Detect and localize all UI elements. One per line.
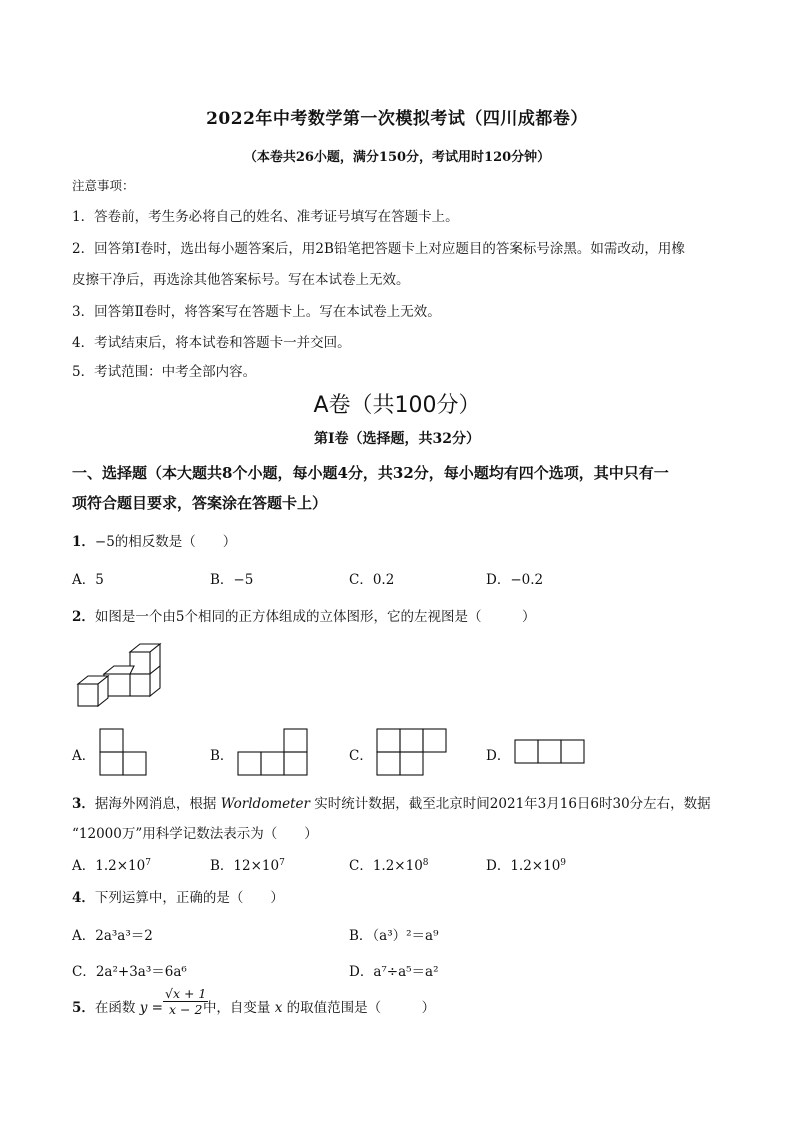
q2-option-c-figure (376, 728, 448, 776)
q2-option-c-label: C． (349, 748, 373, 764)
note-item: 1．答卷前，考生务必将自己的姓名、准考证号填写在答题卡上。 (72, 209, 459, 225)
question-text: 据海外网消息，根据 (94, 796, 217, 812)
q2-option-b-label: B． (210, 748, 234, 764)
fraction-numerator: √x + 1 (165, 986, 207, 1001)
q3-option-c: C．$1.2\times 10^8$ (349, 858, 429, 874)
question-text: −5的相反数是（ ） (94, 534, 237, 550)
note-item: 5．考试范围：中考全部内容。 (72, 364, 257, 380)
q4-option-b: B．（a³）²＝a⁹ (349, 928, 439, 944)
question-text: 下列运算中，正确的是（ ） (94, 890, 284, 906)
question-text: 的取值范围是（ ） (286, 1000, 436, 1016)
question-1 (72, 530, 236, 550)
question-number: 4． (72, 890, 95, 906)
q2-option-a-figure (99, 728, 147, 776)
note-item: 2．回答第Ⅰ卷时，选出每小题答案后，用2B铅笔把答题卡上对应题目的答案标号涂黑。如需改动，用橡 (72, 241, 685, 257)
question-number: 1． (72, 534, 95, 550)
q4-option-c: C．2a²+3a³＝6a⁶ (72, 964, 187, 980)
q1-option-d: D．−0.2 (486, 572, 544, 588)
part1-heading: 一、选择题（本大题共8个小题，每小题4分，共32分，每小题均有四个选项，其中只有一 (72, 464, 669, 482)
question-3 (72, 792, 711, 812)
question-text: 如图是一个由5个相同的正方体组成的立体图形，它的左视图是（ ） (94, 609, 536, 625)
variable-x: x (274, 1000, 283, 1016)
q2-option-d-figure (514, 739, 586, 765)
q2-option-a-label: A． (72, 748, 96, 764)
note-item: 皮擦干净后，再选涂其他答案标号。写在本试卷上无效。 (72, 272, 410, 288)
q3-option-a: A．$1.2\times 10^7$ (72, 858, 151, 874)
q1-option-b: B．−5 (210, 572, 254, 588)
question-4 (72, 886, 284, 906)
question-5 (72, 996, 435, 1016)
function-y: y = (139, 1000, 163, 1016)
note-item: 3．回答第Ⅱ卷时，将答案写在答题卡上。写在本试卷上无效。 (72, 304, 441, 320)
page-title: 2022年中考数学第一次模拟考试（四川成都卷） (206, 109, 588, 129)
q1-option-a: A．5 (72, 572, 104, 588)
page-subtitle: （本卷共26小题，满分150分，考试用时120分钟） (243, 150, 551, 165)
q4-option-a: A．2a³a³＝2 (72, 928, 153, 944)
question-number: 2． (72, 609, 95, 625)
question-2 (72, 605, 536, 625)
volume-1-heading: 第Ⅰ卷（选择题，共32分） (313, 431, 481, 447)
question-number: 5． (72, 1000, 95, 1016)
q1-option-c: C．0.2 (349, 572, 395, 588)
question-text: 实时统计数据，截至北京时间2021年3月16日6时30分左右，数据 (314, 796, 711, 812)
question-text: 在函数 (94, 1000, 136, 1016)
question-text-italic: Worldometer (220, 796, 310, 812)
fraction-denominator: x − 2 (168, 1002, 203, 1017)
notes-heading: 注意事项： (72, 178, 135, 193)
q3-option-b: B．$12\times 10^7$ (210, 858, 285, 874)
question-number: 3． (72, 796, 95, 812)
q3-option-d: D．$1.2\times 10^9$ (486, 858, 567, 874)
question-3-cont: “12000万”用科学记数法表示为（ ） (72, 826, 318, 842)
section-a-heading: A卷（共100分） (313, 393, 481, 418)
note-item: 4．考试结束后，将本试卷和答题卡一并交回。 (72, 335, 351, 351)
q4-option-d: D．a⁷÷a⁵＝a² (349, 964, 439, 980)
function-fraction (163, 986, 208, 1017)
part1-heading-cont: 项符合题目要求，答案涂在答题卡上） (72, 494, 328, 512)
cube-solid-figure (74, 642, 166, 708)
q2-option-d-label: D． (486, 748, 511, 764)
q2-option-b-figure (237, 728, 309, 776)
question-text: 中，自变量 (202, 1000, 271, 1016)
